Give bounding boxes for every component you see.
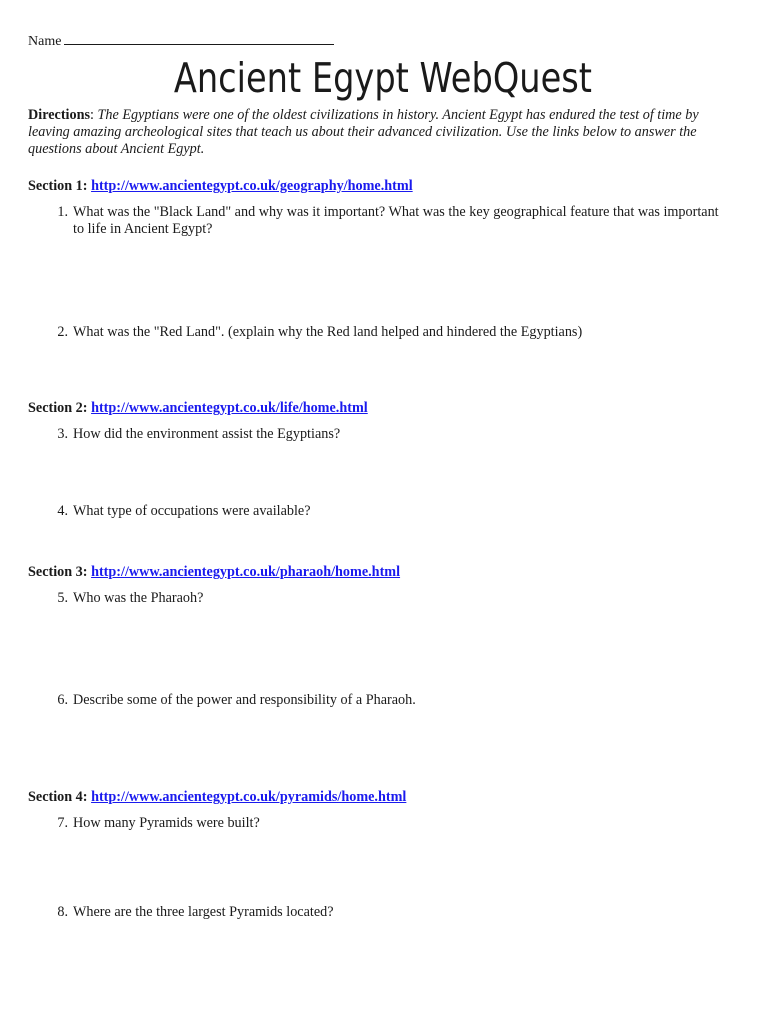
question-text: What was the "Red Land". (explain why the Red land helped and hindered the Egyptians) <box>73 324 583 340</box>
section-4-link[interactable]: http://www.ancientegypt.co.uk/pyramids/home.html <box>91 789 407 805</box>
question-number: 8. <box>57 904 68 920</box>
question-text: What was the "Black Land" and why was it important? What was the key geographical feature that was important to life in Ancient Egypt? <box>73 204 719 237</box>
section-3-heading <box>28 564 400 581</box>
section-label: Section 1: <box>28 178 88 194</box>
section-1-link[interactable]: http://www.ancientegypt.co.uk/geography/home.html <box>91 178 413 194</box>
question-number: 3. <box>57 426 68 442</box>
question-number: 7. <box>57 815 68 831</box>
question-text: What type of occupations were available? <box>73 503 311 519</box>
question-number: 4. <box>57 503 68 519</box>
name-blank[interactable] <box>64 30 334 45</box>
question-text: How did the environment assist the Egyptians? <box>73 426 341 442</box>
question-text: Describe some of the power and responsibility of a Pharaoh. <box>73 692 416 708</box>
name-field-line <box>28 30 334 50</box>
directions-text: The Egyptians were one of the oldest civilizations in history. Ancient Egypt has endured the test of time by leaving amazing archeological sites that teach us about their advanced civilization. Use the links below to answer the questions about Ancient Egypt. <box>28 107 699 157</box>
directions-paragraph: Directions: The Egyptians were one of the oldest civilizations in history. Ancient Egypt has endured the test of time by leaving amazing archeological sites that teach us about their advanced civilization. Use the links below to answer the questions about Ancient Egypt. <box>28 107 699 157</box>
question-number: 5. <box>57 590 68 606</box>
section-1-heading <box>28 178 413 195</box>
section-label: Section 3: <box>28 564 88 580</box>
section-label: Section 4: <box>28 789 88 805</box>
question-text: Who was the Pharaoh? <box>73 590 204 606</box>
question-text: How many Pyramids were built? <box>73 815 260 831</box>
section-label: Section 2: <box>28 400 88 416</box>
question-number: 2. <box>57 324 68 340</box>
section-4-heading <box>28 789 406 806</box>
page-title: Ancient Egypt WebQuest <box>173 54 592 102</box>
section-2-link[interactable]: http://www.ancientegypt.co.uk/life/home.html <box>91 400 368 416</box>
question-number: 1. <box>57 204 68 220</box>
name-label: Name <box>28 34 62 49</box>
directions-label: Directions <box>28 107 90 123</box>
section-3-link[interactable]: http://www.ancientegypt.co.uk/pharaoh/home.html <box>91 564 401 580</box>
question-number: 6. <box>57 692 68 708</box>
section-2-heading <box>28 400 368 417</box>
question-text: Where are the three largest Pyramids located? <box>73 904 334 920</box>
